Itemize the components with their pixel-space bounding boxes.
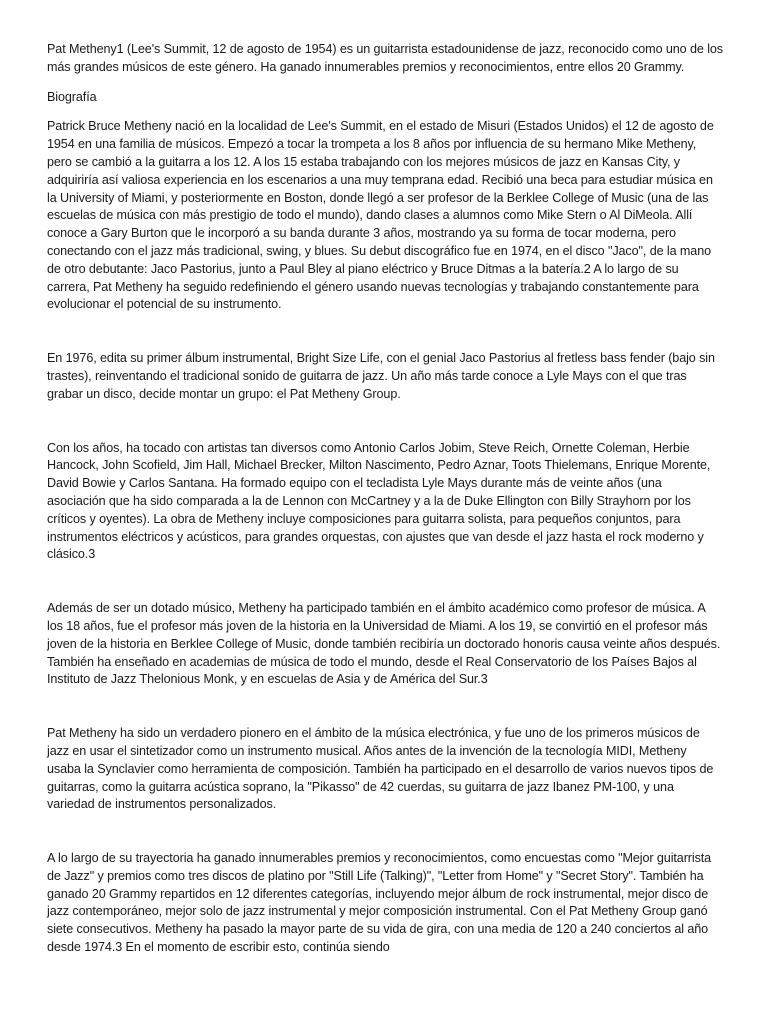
paragraph-academic: Además de ser un dotado músico, Metheny ha participado también en el ámbito académico como profesor de música. A los 18 años, fue el profesor más joven de la historia en la Universidad de Miami. A los 19, se convirtió en el profesor más joven de la historia en Berklee College of Music, donde también recibiría un doctorado honoris causa veinte años después. También ha enseñado en academias de música de todo el mundo, desde el Real Conservatorio de los Países Bajos al Instituto de Jazz Thelonious Monk, y en escuelas de Asia y de América del Sur.3 bbox=[47, 601, 721, 687]
paragraph-electronic: Pat Metheny ha sido un verdadero pionero en el ámbito de la música electrónica, y fue uno de los primeros músicos de jazz en usar el sintetizador como un instrumento musical. Años antes de la invención de la tecnología MIDI, Metheny usaba la Synclavier como herramienta de composición. También ha participado en el desarrollo de varios nuevos tipos de guitarras, como la guitarra acústica soprano, la "Pikasso" de 42 cuerdas, su guitarra de jazz Ibanez PM-100, y una variedad de instrumentos personalizados. bbox=[47, 726, 714, 812]
section-heading-biografia: Biografía bbox=[47, 89, 97, 104]
intro-paragraph: Pat Metheny1 (Lee's Summit, 12 de agosto de 1954) es un guitarrista estadounidense de jazz, reconocido como uno de los más grandes músicos de este género. Ha ganado innumerables premios y reconocimientos, entre ellos 20 Grammy. bbox=[47, 42, 723, 74]
paragraph-awards: A lo largo de su trayectoria ha ganado innumerables premios y reconocimientos, como encuestas como "Mejor guitarrista de Jazz" y premios como tres discos de platino por "Still Life (Talking)", "Letter from Home" y "Secret Story". También ha ganado 20 Grammy repartidos en 12 diferentes categorías, incluyendo mejor álbum de rock instrumental, mejor disco de jazz contemporáneo, mejor solo de jazz instrumental y mejor composición instrumental. Con el Pat Metheny Group ganó siete consecutivos. Metheny ha pasado la mayor parte de su vida de gira, con una media de 120 a 240 conciertos al año desde 1974.3 En el momento de escribir esto, continúa siendo bbox=[47, 851, 712, 955]
paragraph-collaborations: Con los años, ha tocado con artistas tan diversos como Antonio Carlos Jobim, Steve Reich, Ornette Coleman, Herbie Hancock, John Scofield, Jim Hall, Michael Brecker, Milton Nascimento, Pedro Aznar, Toots Thielemans, Enrique Morente, David Bowie y Carlos Santana. Ha formado equipo con el tecladista Lyle Mays durante más de veinte años (una asociación que ha sido comparada a la de Lennon con McCartney y a la de Duke Ellington con Billy Strayhorn por los críticos y oyentes). La obra de Metheny incluye composiciones para guitarra solista, para pequeños conjuntos, para instrumentos eléctricos y acústicos, para grandes orquestas, con ajustes que van desde el jazz hasta el rock moderno y clásico.3 bbox=[47, 440, 711, 562]
biography-paragraph: Patrick Bruce Metheny nació en la localidad de Lee's Summit, en el estado de Misuri (Estados Unidos) el 12 de agosto de 1954 en una familia de músicos. Empezó a tocar la trompeta a los 8 años por influencia de su hermano Mike Metheny, pero se cambió a la guitarra a los 12. A los 15 estaba trabajando con los mejores músicos de jazz en Kansas City, y adquiriría así valiosa experiencia en los escenarios a una muy temprana edad. Recibió una beca para estudiar música en la University of Miami, y posteriormente en Boston, donde llegó a ser profesor de la Berklee College of Music (una de las escuelas de música con más prestigio de todo el mundo), dando clases a alumnos como Mike Stern o Al DiMeola. Allí conoce a Gary Burton que le incorporó a su banda durante 3 años, mostrando ya su forma de tocar moderna, pero conectando con el jazz más tradicional, swing, y blues. Su debut discográfico fue en 1974, en el disco "Jaco", de la mano de otro debutante: Jaco Pastorius, junto a Paul Bley al piano eléctrico y Bruce Ditmas a la batería.2 A lo largo de su carrera, Pat Metheny ha seguido redefiniendo el género usando nuevas tecnologías y trabajando constantemente para evolucionar el potencial de su instrumento. bbox=[47, 119, 714, 312]
document-body bbox=[47, 41, 723, 969]
paragraph-1976: En 1976, edita su primer álbum instrumental, Bright Size Life, con el genial Jaco Pastorius al fretless bass fender (bajo sin trastes), reinventando el tradicional sonido de guitarra de jazz. Un año más tarde conoce a Lyle Mays con el que tras grabar un disco, decide montar un grupo: el Pat Metheny Group. bbox=[47, 351, 715, 401]
